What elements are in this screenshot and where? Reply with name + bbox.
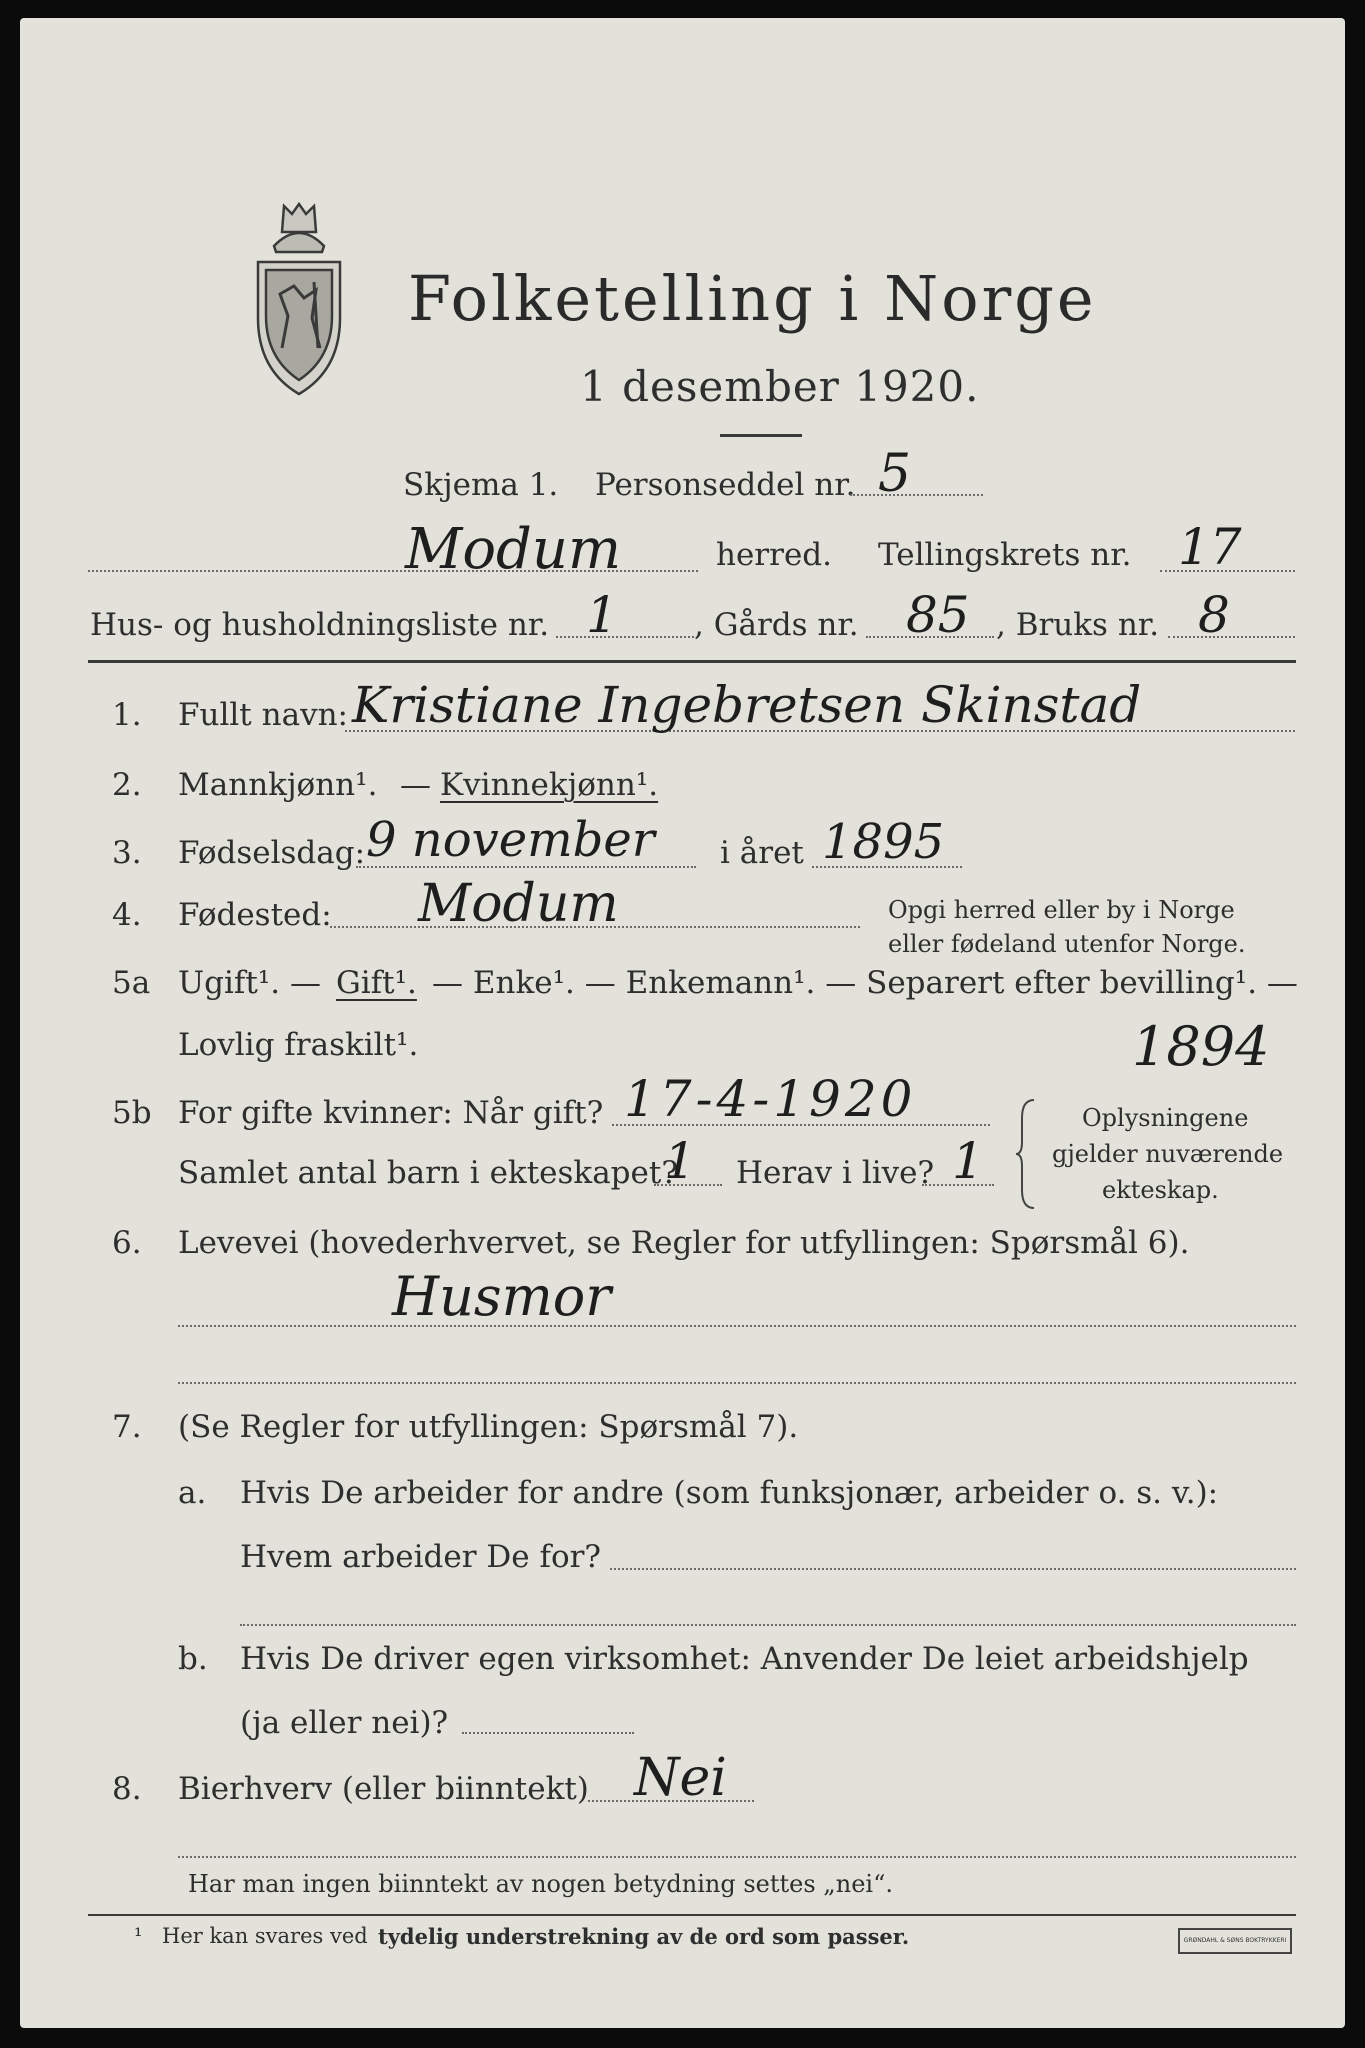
q6-label: Levevei (hovederhvervet, se Regler for utfyllingen: Spørsmål 6). — [178, 1225, 1190, 1261]
tellingskrets-label: Tellingskrets nr. — [878, 537, 1132, 573]
birthplace-value: Modum — [418, 874, 619, 934]
q2-number: 2. — [112, 767, 142, 803]
personseddel-label: Personseddel nr. — [595, 467, 856, 503]
q4-note-line1: Opgi herred eller by i Norge — [888, 896, 1235, 924]
occupation-value: Husmor — [392, 1265, 612, 1328]
gender-male: Mannkjønn¹. — [178, 767, 378, 803]
q5a-number: 5a — [112, 965, 151, 1001]
personseddel-value: 5 — [878, 444, 912, 504]
footnote-text-a: Her kan svares ved — [162, 1924, 368, 1948]
gender-female-underlined: Kvinnekjønn¹. — [440, 767, 659, 803]
printer-stamp-text: GRØNDAHL & SØNS BOKTRYKKERI — [1183, 1937, 1287, 1944]
marriage-date-value: 17-4-1920 — [624, 1070, 917, 1128]
q5b-note-line3: ekteskap. — [1102, 1176, 1219, 1204]
q7-label: (Se Regler for utfyllingen: Spørsmål 7). — [178, 1409, 799, 1445]
q7b-line1: Hvis De driver egen virksomhet: Anvender De leiet arbeidshjelp — [240, 1641, 1249, 1677]
q3-number: 3. — [112, 835, 142, 871]
q8-label: Bierhverv (eller biinntekt) — [178, 1771, 589, 1807]
birthday-value: 9 november — [366, 812, 655, 868]
side-income-value: Nei — [634, 1748, 727, 1808]
q6-line2 — [178, 1382, 1296, 1384]
bruks-label: , Bruks nr. — [996, 607, 1160, 643]
q6-line1 — [178, 1325, 1296, 1327]
q5b-label-children: Samlet antal barn i ekteskapet? — [178, 1155, 678, 1191]
q5b-label-married: For gifte kvinner: Når gift? — [178, 1095, 604, 1131]
footnote-text-b: tydelig understrekning av de ord som passer. — [378, 1924, 910, 1949]
husholdningsliste-value: 1 — [586, 586, 618, 644]
q3-year-label: i året — [720, 835, 804, 871]
page-title: Folketelling i Norge — [408, 262, 1097, 335]
gender-sep: — — [400, 767, 431, 803]
q7b-line2: (ja eller nei)? — [240, 1705, 449, 1741]
husholdningsliste-line — [556, 636, 694, 638]
census-date: 1 desember 1920. — [580, 362, 980, 411]
skjema-label: Skjema 1. — [403, 467, 559, 503]
q4-note-line2: eller fødeland utenfor Norge. — [888, 930, 1246, 958]
q8-number: 8. — [112, 1771, 142, 1807]
q8-answer-line2 — [178, 1856, 1296, 1858]
gards-label: , Gårds nr. — [694, 607, 859, 643]
bruks-line — [1168, 636, 1295, 638]
status-others: — Enke¹. — Enkemann¹. — Separert efter bevilling¹. — — [432, 965, 1298, 1001]
margin-note-year: 1894 — [1132, 1015, 1270, 1078]
q5b-number: 5b — [112, 1095, 152, 1131]
q7a-letter: a. — [178, 1475, 207, 1511]
children-count-value: 1 — [664, 1132, 696, 1190]
status-married-underlined: Gift¹. — [336, 965, 417, 1001]
footnote-divider — [88, 1914, 1296, 1916]
q7a-line2: Hvem arbeider De for? — [240, 1539, 602, 1575]
q7b-letter: b. — [178, 1641, 208, 1677]
birth-year-value: 1895 — [822, 814, 945, 870]
q5b-note-line1: Oplysningene — [1082, 1104, 1249, 1132]
q1-label: Fullt navn: — [178, 697, 348, 733]
q7b-answer-line — [462, 1732, 634, 1734]
brace-icon — [1014, 1098, 1038, 1210]
q4-number: 4. — [112, 897, 142, 933]
q7a-answer-line2 — [240, 1624, 1296, 1626]
children-alive-value: 1 — [952, 1132, 984, 1190]
herred-value: Modum — [405, 517, 622, 582]
status-unmarried: Ugift¹. — — [178, 965, 321, 1001]
q5b-note-line2: gjelder nuværende — [1052, 1140, 1284, 1168]
gards-value: 85 — [906, 586, 970, 644]
bruks-value: 8 — [1198, 586, 1230, 644]
personseddel-line — [850, 494, 983, 496]
q7-number: 7. — [112, 1409, 142, 1445]
status-divorced: Lovlig fraskilt¹. — [178, 1027, 419, 1063]
q8-note: Har man ingen biinntekt av nogen betydning settes „nei“. — [188, 1870, 893, 1898]
q4-label: Fødested: — [178, 897, 332, 933]
printer-stamp — [1178, 1928, 1292, 1954]
section-divider — [88, 660, 1296, 663]
coat-of-arms-icon — [244, 198, 354, 398]
q5b-label-alive: Herav i live? — [736, 1155, 935, 1191]
q7a-answer-line — [610, 1568, 1296, 1570]
q1-number: 1. — [112, 697, 142, 733]
footnote-mark: ¹ — [134, 1924, 143, 1948]
header-divider — [720, 434, 802, 437]
tellingskrets-value: 17 — [1178, 518, 1242, 576]
q7a-line1: Hvis De arbeider for andre (som funksjonær, arbeider o. s. v.): — [240, 1475, 1219, 1511]
q3-label: Fødselsdag: — [178, 835, 366, 871]
q6-number: 6. — [112, 1225, 142, 1261]
full-name-value: Kristiane Ingebretsen Skinstad — [352, 676, 1142, 734]
husholdningsliste-label: Hus- og husholdningsliste nr. — [90, 607, 550, 643]
herred-label: herred. — [716, 537, 832, 573]
